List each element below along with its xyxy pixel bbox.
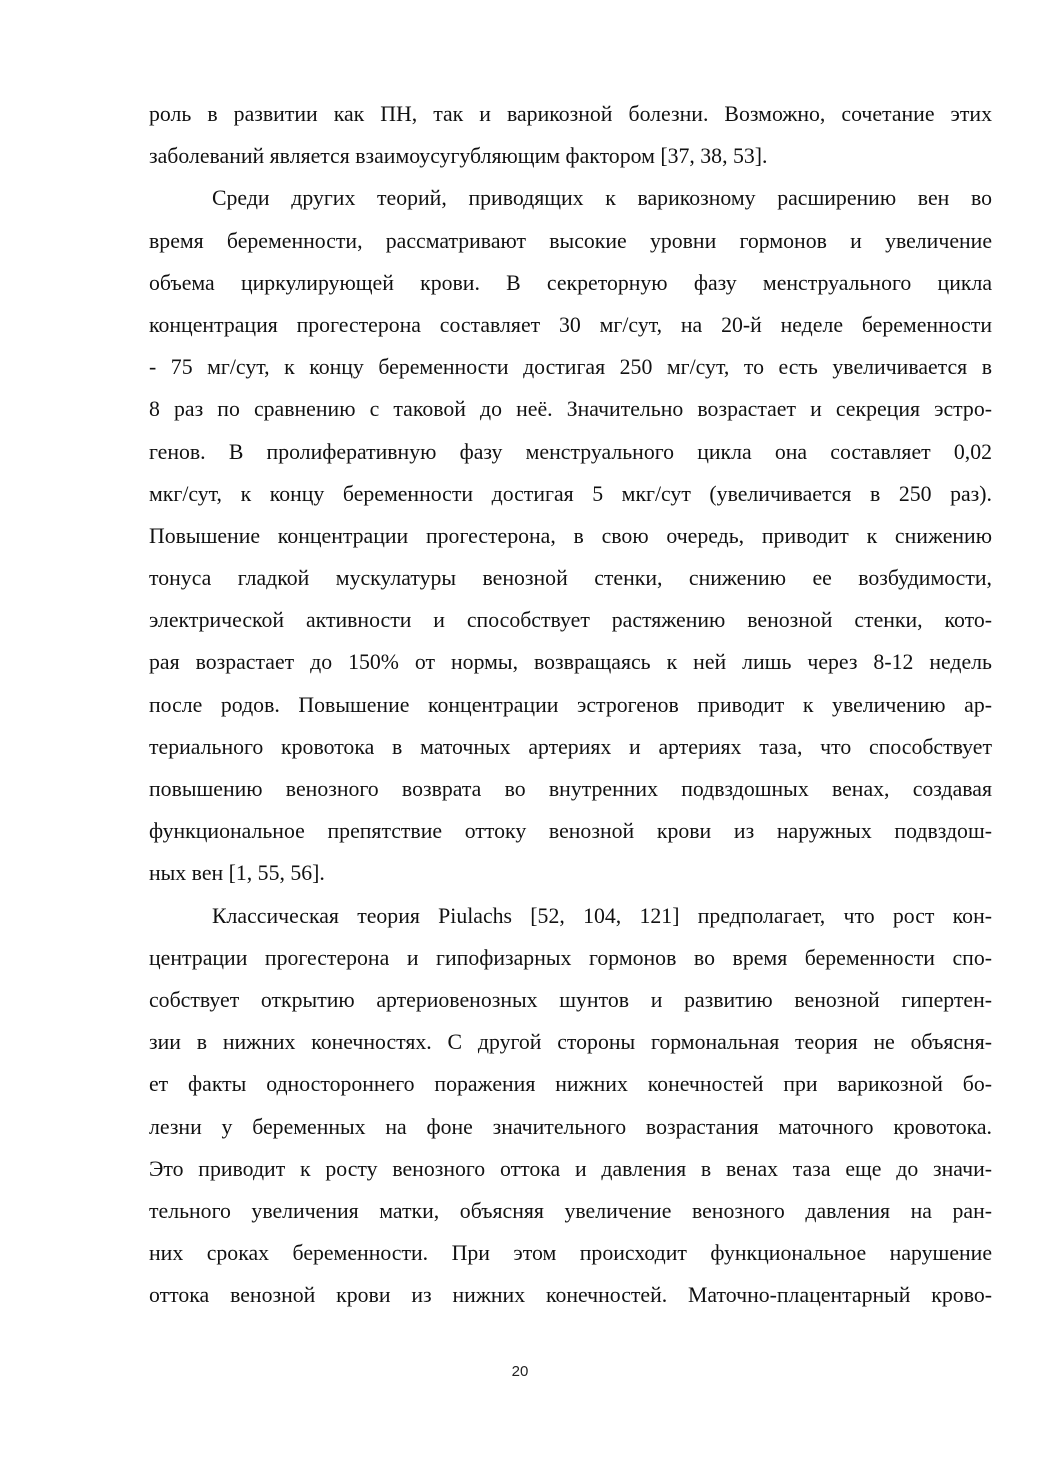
text-line: заболеваний является взаимоусугубляющим фактором [37, 38, 53]. bbox=[149, 144, 768, 169]
text-line: повышению венозного возврата во внутренних подвздошных венах, создавая bbox=[149, 777, 992, 801]
text-line: - 75 мг/сут, к концу беременности достигая 250 мг/сут, то есть увеличивается в bbox=[149, 355, 992, 380]
text-line: генов. В пролиферативную фазу менструального цикла она составляет 0,02 bbox=[149, 439, 992, 464]
text-line: объема циркулирующей крови. В секреторную фазу менструального цикла bbox=[149, 270, 992, 295]
text-line: лезни у беременных на фоне значительного возрастания маточного кровотока. bbox=[149, 1114, 992, 1139]
text-line: оттока венозной крови из нижних конечностей. Маточно-плацентарный крово- bbox=[149, 1283, 992, 1308]
text-line: функциональное препятствие оттоку венозной крови из наружных подвздош- bbox=[149, 819, 992, 844]
body-text bbox=[149, 93, 992, 1316]
text-line: Это приводит к росту венозного оттока и давления в венах таза еще до значи- bbox=[149, 1156, 992, 1181]
text-line: Повышение концентрации прогестерона, в свою очередь, приводит к снижению bbox=[149, 523, 992, 548]
text-line: ет факты одностороннего поражения нижних конечностей при варикозной бо- bbox=[149, 1072, 992, 1097]
text-line: териального кровотока в маточных артериях и артериях таза, что способствует bbox=[149, 734, 992, 759]
page-number: 20 bbox=[511, 1363, 529, 1380]
text-line: электрической активности и способствует растяжению венозной стенки, кото- bbox=[149, 608, 992, 633]
text-line: тельного увеличения матки, объясняя увеличение венозного давления на ран- bbox=[149, 1198, 992, 1223]
text-line: рая возрастает до 150% от нормы, возвращаясь к ней лишь через 8-12 недель bbox=[149, 650, 992, 675]
text-line: них сроках беременности. При этом происходит функциональное нарушение bbox=[149, 1241, 992, 1266]
text-line: Классическая теория Piulachs [52, 104, 121] предполагает, что рост кон- bbox=[212, 903, 992, 928]
text-line: концентрация прогестерона составляет 30 мг/сут, на 20-й неделе беременности bbox=[149, 312, 992, 337]
text-line: после родов. Повышение концентрации эстрогенов приводит к увеличению ар- bbox=[149, 692, 992, 717]
text-line: 8 раз по сравнению с таковой до неё. Значительно возрастает и секреция эстро- bbox=[149, 397, 992, 422]
text-line: собствует открытию артериовенозных шунтов и развитию венозной гипертен- bbox=[149, 987, 992, 1012]
text-line: зии в нижних конечностях. С другой стороны гормональная теория не объясня- bbox=[149, 1030, 992, 1055]
text-line: ных вен [1, 55, 56]. bbox=[149, 861, 325, 886]
text-line: Среди других теорий, приводящих к варикозному расширению вен во bbox=[212, 186, 992, 211]
text-line: тонуса гладкой мускулатуры венозной стенки, снижению ее возбудимости, bbox=[149, 566, 992, 591]
text-line: роль в развитии как ПН, так и варикозной болезни. Возможно, сочетание этих bbox=[149, 102, 992, 126]
text-line: центрации прогестерона и гипофизарных гормонов во время беременности спо- bbox=[149, 945, 992, 970]
text-line: время беременности, рассматривают высокие уровни гормонов и увеличение bbox=[149, 228, 992, 253]
text-line: мкг/сут, к концу беременности достигая 5 мкг/сут (увеличивается в 250 раз). bbox=[149, 481, 992, 506]
